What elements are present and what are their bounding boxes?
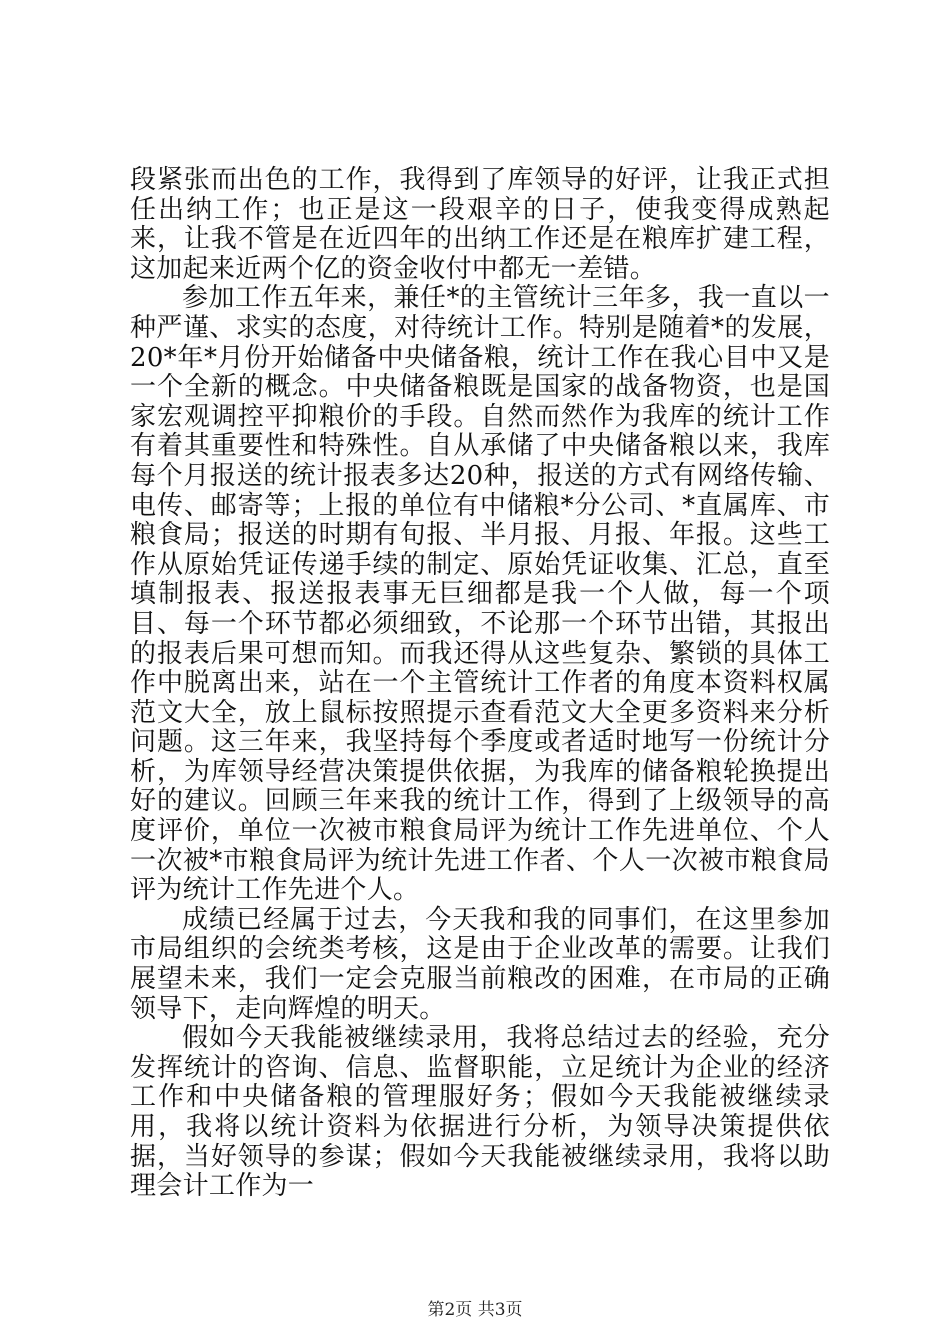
- page-footer: 第2页 共3页: [427, 1300, 523, 1320]
- paragraph-1: 段紧张而出色的工作，我得到了库领导的好评，让我正式担任出纳工作；也正是这一段艰辛的日子，使我变得成熟起来，让我不管是在近四年的出纳工作还是在粮库扩建工程，这加起来近两个亿的资金收付中都无一差错。: [130, 165, 830, 284]
- paragraph-3: 成绩已经属于过去，今天我和我的同事们，在这里参加市局组织的会统类考核，这是由于企业改革的需要。让我们展望未来，我们一定会克服当前粮改的困难，在市局的正确领导下，走向辉煌的明天。: [130, 904, 830, 1024]
- paragraph-4: 假如今天我能被继续录用，我将总结过去的经验，充分发挥统计的咨询、信息、监督职能，立足统计为企业的经济工作和中央储备粮的管理服好务；假如今天我能被继续录用，我将以统计资料为依据进行分析，为领导决策提供依据，当好领导的参谋；假如今天我能被继续录用，我将以助理会计工作为一: [130, 1023, 830, 1202]
- paragraph-2: 参加工作五年来，兼任*的主管统计三年多，我一直以一种严谨、求实的态度，对待统计工作。特别是随着*的发展，20*年*月份开始储备中央储备粮，统计工作在我心目中又是一个全新的概念。中央储备粮既是国家的战备物资，也是国家宏观调控平抑粮价的手段。自然而然作为我库的统计工作有着其重要性和特殊性。自从承储了中央储备粮以来，我库每个月报送的统计报表多达20种，报送的方式有网络传输、电传、邮寄等；上报的单位有中储粮*分公司、*直属库、市粮食局；报送的时期有旬报、半月报、月报、年报。这些工作从原始凭证传递手续的制定、原始凭证收集、汇总，直至填制报表、报送报表事无巨细都是我一个人做，每一个项目、每一个环节都必须细致，不论那一个环节出错，其报出的报表后果可想而知。而我还得从这些复杂、繁锁的具体工作中脱离出来，站在一个主管统计工作者的角度本资料权属范文大全，放上鼠标按照提示查看范文大全更多资料来分析问题。这三年来，我坚持每个季度或者适时地写一份统计分析，为库领导经营决策提供依据，为我库的储备粮轮换提出好的建议。回顾三年来我的统计工作，得到了上级领导的高度评价，单位一次被市粮食局评为统计工作先进单位、个人一次被*市粮食局评为统计先进工作者、个人一次被市粮食局评为统计工作先进个人。: [130, 283, 830, 906]
- document-body: [130, 166, 830, 1202]
